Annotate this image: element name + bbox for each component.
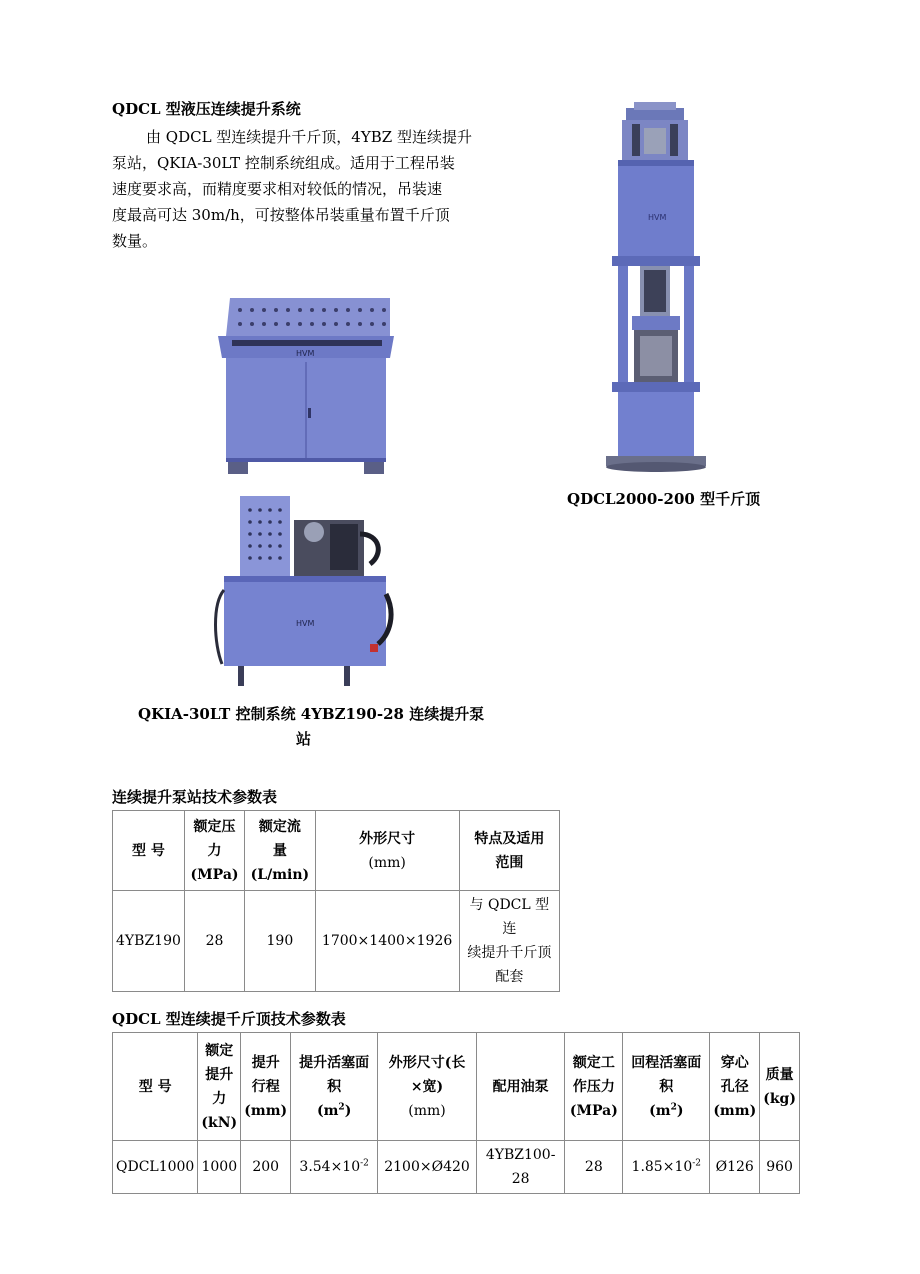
intro-paragraph <box>112 124 532 254</box>
intro-line-4: 度最高可达 30m/h，可按整体吊装重量布置千斤顶 <box>112 206 450 224</box>
jack-photo <box>604 100 708 475</box>
t1-cell-feature: 与 QDCL 型连 续提升千斤顶 配套 <box>459 891 559 992</box>
pump-station-photo <box>210 494 396 690</box>
t1-header-model: 型 号 <box>113 811 185 891</box>
t2-cell-bore: Ø126 <box>710 1141 760 1194</box>
table-row <box>113 891 560 992</box>
t2-header-pressure: 额定工 作压力 (MPa) <box>565 1033 623 1141</box>
section-title: QDCL 型液压连续提升系统 <box>112 100 301 118</box>
t1-cell-flow: 190 <box>245 891 315 992</box>
table2-title: QDCL 型连续提千斤顶技术参数表 <box>112 1010 346 1028</box>
photo-caption-line-2: 站 <box>296 730 312 748</box>
t2-header-pump: 配用油泵 <box>476 1033 565 1141</box>
t2-cell-piston-area: $3.54\times 10^{-2}$ <box>291 1141 378 1194</box>
t1-cell-pressure: 28 <box>184 891 244 992</box>
t2-header-model: 型 号 <box>113 1033 198 1141</box>
t2-header-stroke: 提升 行程 (mm) <box>241 1033 291 1141</box>
t2-cell-mass: 960 <box>760 1141 800 1194</box>
t1-header-feature: 特点及适用 范围 <box>459 811 559 891</box>
table-row <box>113 1141 800 1194</box>
intro-line-5: 数量。 <box>112 232 158 250</box>
t1-header-pressure: 额定压 力 (MPa) <box>184 811 244 891</box>
table1-header-row <box>113 811 560 891</box>
t2-header-piston-area: 提升活塞面 积 $(m^2)$ <box>291 1033 378 1141</box>
t2-header-force: 额定 提升 力 (kN) <box>198 1033 241 1141</box>
t1-header-flow: 额定流 量 (L/min) <box>245 811 315 891</box>
t2-cell-size: 2100×Ø420 <box>378 1141 477 1194</box>
pump-spec-table <box>112 810 560 992</box>
t2-header-bore: 穿心 孔径 (mm) <box>710 1033 760 1141</box>
table2-header-row <box>113 1033 800 1141</box>
t2-header-size: 外形尺寸(长 ×宽) (mm) <box>378 1033 477 1141</box>
control-console-photo <box>214 296 396 478</box>
t2-header-mass: 质量 (kg) <box>760 1033 800 1141</box>
t2-cell-stroke: 200 <box>241 1141 291 1194</box>
table1-title: 连续提升泵站技术参数表 <box>112 788 278 806</box>
jack-brand-label: HVM <box>648 213 667 222</box>
t2-header-return-area: 回程活塞面 积 $(m^2)$ <box>623 1033 710 1141</box>
t2-cell-return-area: $1.85\times 10^{-2}$ <box>623 1141 710 1194</box>
intro-line-3: 速度要求高，而精度要求相对较低的情况，吊装速 <box>112 180 443 198</box>
t2-cell-pump: 4YBZ100-28 <box>476 1141 565 1194</box>
t2-cell-force: 1000 <box>198 1141 241 1194</box>
t1-cell-size: 1700×1400×1926 <box>315 891 459 992</box>
intro-line-1: 由 QDCL 型连续提升千斤顶，4YBZ 型连续提升 <box>146 128 472 146</box>
t2-cell-pressure: 28 <box>565 1141 623 1194</box>
pump-brand-label: HVM <box>296 619 315 628</box>
jack-caption: QDCL2000-200 型千斤顶 <box>567 490 761 508</box>
t2-cell-model: QDCL1000 <box>113 1141 198 1194</box>
intro-line-2: 泵站，QKIA-30LT 控制系统组成。适用于工程吊装 <box>112 154 455 172</box>
t1-cell-model: 4YBZ190 <box>113 891 185 992</box>
photo-caption-line-1: QKIA-30LT 控制系统 4YBZ190-28 连续提升泵 <box>138 705 485 723</box>
console-brand-label: HVM <box>296 349 315 358</box>
jack-spec-table <box>112 1032 800 1194</box>
t1-header-size: 外形尺寸 (mm) <box>315 811 459 891</box>
